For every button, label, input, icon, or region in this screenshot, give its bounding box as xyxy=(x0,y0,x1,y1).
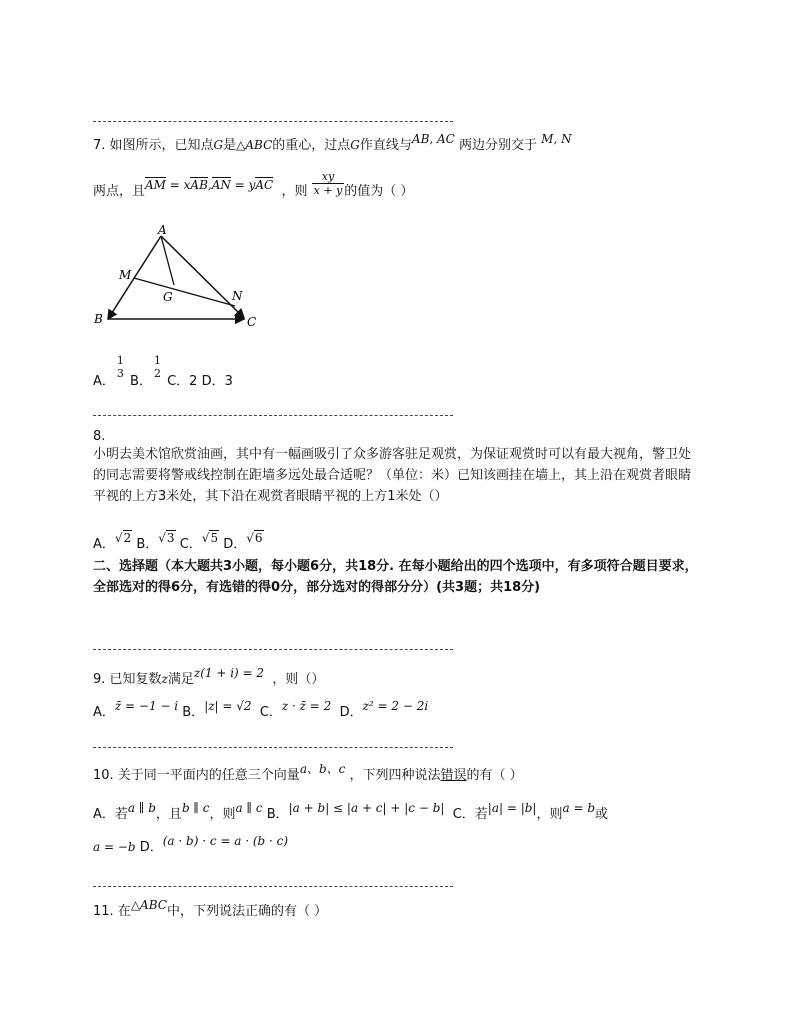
radicand: 3 xyxy=(166,531,175,545)
q7-point-g: G xyxy=(213,138,224,152)
sqrt: √5 xyxy=(201,531,219,545)
label-c: C xyxy=(247,315,257,329)
separator xyxy=(93,649,453,650)
q7-text: 作直线与 xyxy=(359,138,412,153)
frac-den: x + y xyxy=(313,184,343,197)
frac-num: 1 xyxy=(153,354,161,367)
eq-part: = x xyxy=(165,178,191,192)
vec-am: AM xyxy=(145,178,166,192)
option-a: A．若 xyxy=(93,807,128,822)
opt-eq: a ∥ c xyxy=(235,801,263,815)
q7-point-g: G xyxy=(350,138,360,152)
q8-options xyxy=(93,531,264,554)
option-a: A． xyxy=(93,537,115,552)
option-d: D． xyxy=(223,537,247,552)
option-a: A． xyxy=(93,705,115,720)
option-c: C． xyxy=(259,705,282,720)
opt-eq: |a| = |b| xyxy=(487,801,537,815)
q10-text: ，且 xyxy=(155,807,182,822)
option-d: D． xyxy=(139,840,163,855)
q7-text: 的重心，过点 xyxy=(272,138,351,153)
option-c: C．若 xyxy=(452,807,488,822)
opt-eq: z̄ = −1 − i xyxy=(114,699,179,713)
separator xyxy=(93,121,453,122)
q10-text: ，则 xyxy=(536,807,563,822)
q7-opt-b-frac xyxy=(152,354,163,380)
label-a: A xyxy=(158,223,167,237)
sqrt: √3 xyxy=(158,531,175,545)
option-b: B． xyxy=(136,537,159,552)
q10-stem xyxy=(93,762,523,785)
opt-eq: a = −b xyxy=(93,840,136,854)
q7-text: 的值为（ ） xyxy=(344,184,414,199)
separator xyxy=(93,886,453,887)
q7-triangle: △ABC xyxy=(236,138,273,152)
opt-eq: z² = 2 − 2i xyxy=(362,699,429,713)
q10-text: 的有（ ） xyxy=(466,768,523,783)
q9-stem xyxy=(93,666,325,689)
frac-den: 2 xyxy=(153,367,161,380)
opt-eq: |z| = √2 xyxy=(204,699,252,713)
q7-fraction xyxy=(312,170,345,197)
radicand: 2 xyxy=(123,531,132,545)
q9-text: ，则（） xyxy=(272,672,325,687)
label-m: M xyxy=(119,268,132,282)
vec-ac: AC xyxy=(255,178,274,192)
vec-ab: AB xyxy=(190,178,208,192)
option-b: B． xyxy=(130,373,152,389)
sqrt: √6 xyxy=(246,531,263,545)
q7-text: 是 xyxy=(223,138,237,153)
eq-part: , xyxy=(207,178,212,192)
q7-opt-a-frac xyxy=(115,354,126,380)
frac-num: 1 xyxy=(116,354,124,367)
q10-options-1 xyxy=(93,801,609,824)
opt-eq: b ∥ c xyxy=(181,801,210,815)
q7-sides: AB, AC xyxy=(411,132,455,146)
q9-text: 满足 xyxy=(167,672,194,687)
line-mn xyxy=(134,278,235,306)
label-g: G xyxy=(163,290,173,304)
sqrt: √2 xyxy=(114,531,132,545)
q11-stem xyxy=(93,898,328,921)
q9-condition: z(1 + i) = 2 xyxy=(193,666,265,680)
q7-text: 7. 如图所示，已知点 xyxy=(93,138,214,153)
q7-text: 两点，且 xyxy=(93,184,146,199)
q7-options xyxy=(93,354,233,389)
q7-points-mn: M, N xyxy=(541,132,572,146)
frac-num: xy xyxy=(312,170,345,184)
q7-text: 两边分别交于 xyxy=(459,138,538,153)
q9-options xyxy=(93,699,429,722)
section-heading: 二、选择题（本大题共3小题，每小题6分，共18分. 在每小题给出的四个选项中，有多项符合题目要求，全部选对的得6分，有选错的得0分，部分选对的得部分分）(共3题；共18分) xyxy=(93,559,698,595)
q9-z: z xyxy=(161,672,168,686)
q10-options-2 xyxy=(93,834,289,857)
q10-text: ，则 xyxy=(209,807,236,822)
q10-vectors: a、b、c xyxy=(299,762,346,776)
vec-an: AN xyxy=(211,178,231,192)
triangle-figure xyxy=(90,222,265,332)
q11-text: 中，下列说法正确的有（ ） xyxy=(166,904,328,919)
q7-line1 xyxy=(93,132,572,155)
eq-part: = y xyxy=(230,178,256,192)
frac-den: 3 xyxy=(116,367,124,380)
q9-text: 9. 已知复数 xyxy=(93,672,162,687)
q10-text: ，下列四种说法 xyxy=(349,768,441,783)
option-b: B． xyxy=(266,807,289,822)
q7-text: ，则 xyxy=(281,184,308,199)
label-b: B xyxy=(94,312,103,326)
radicand: 5 xyxy=(210,531,219,545)
opt-eq: a = b xyxy=(562,801,596,815)
option-b: B． xyxy=(182,705,205,720)
q10-text: 10. 关于同一平面内的任意三个向量 xyxy=(93,768,300,783)
q7-line2 xyxy=(93,170,414,205)
q8-number: 8. xyxy=(93,429,106,444)
q10-wrong: 错误 xyxy=(440,768,467,783)
separator xyxy=(93,747,453,748)
option-cd: C．2 D．3 xyxy=(167,373,233,389)
opt-eq: a ∥ b xyxy=(127,801,156,815)
option-a: A． xyxy=(93,373,115,389)
label-n: N xyxy=(232,289,243,303)
radicand: 6 xyxy=(254,531,263,545)
q8-body: 小明去美术馆欣赏油画，其中有一幅画吸引了众多游客驻足观赏，为保证观赏时可以有最大视角，警卫处的同志需要将警戒线控制在距墙多远处最合适呢？（单位：米）已知该画挂在墙上，其上沿在观赏者眼睛平视的上方3米处，其下沿在观赏者眼睛平视的上方1米处（） xyxy=(93,447,692,504)
opt-eq: z · z̄ = 2 xyxy=(281,699,332,713)
q10-text: 或 xyxy=(595,807,609,822)
separator xyxy=(93,415,453,416)
q11-triangle: △ABC xyxy=(130,898,167,912)
opt-eq: |a + b| ≤ |a + c| + |c − b| xyxy=(288,801,445,815)
opt-eq: (a · b) · c = a · (b · c) xyxy=(162,834,289,848)
q7-vector-eq xyxy=(145,178,273,192)
option-c: C． xyxy=(179,537,202,552)
q11-text: 11. 在 xyxy=(93,904,131,919)
option-d: D． xyxy=(339,705,363,720)
